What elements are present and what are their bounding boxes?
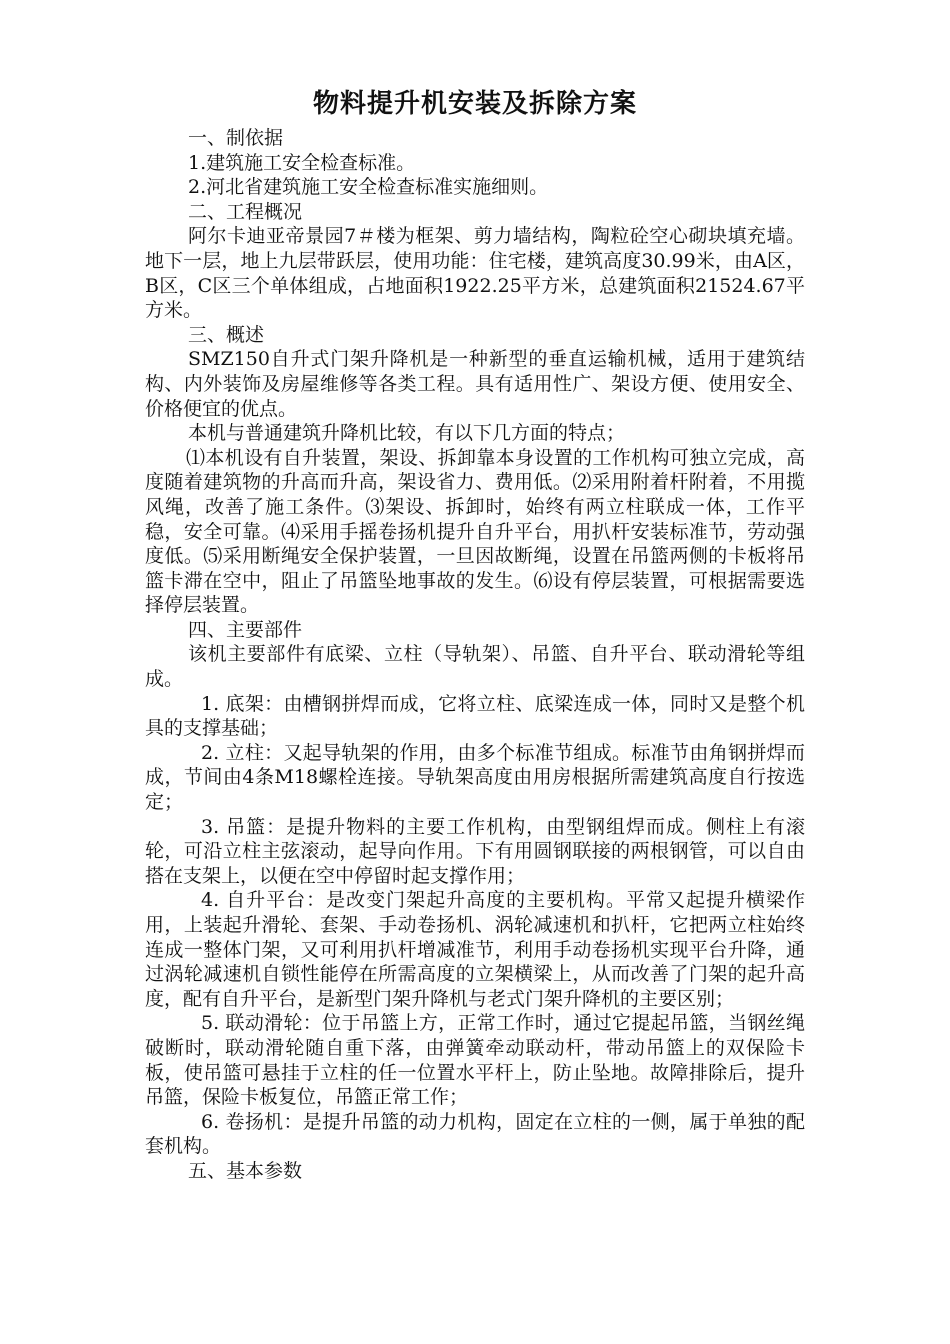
document-title: 物料提升机安装及拆除方案 xyxy=(312,89,637,119)
section-heading-basis: 一、制依据 xyxy=(188,127,284,149)
section-heading-overview: 二、工程概况 xyxy=(188,200,303,223)
component-item-5: 5. 联动滑轮：位于吊篮上方，正常工作时，通过它提起吊篮，当钢丝绳破断时，联动滑轮随自重下落，由弹簧牵动联动杆，带动吊篮上的双保险卡板，使吊篮可悬挂于立柱的任一位置水平杆上，防止坠地。故障排除后，提升吊篮，保险卡板复位，吊篮正常工作； xyxy=(145,1012,805,1109)
section-heading-summary: 三、概述 xyxy=(188,323,265,346)
component-item-1: 1. 底架：由槽钢拼焊而成，它将立柱、底梁连成一体，同时又是整个机具的支撑基础； xyxy=(145,692,805,740)
section-heading-parameters: 五、基本参数 xyxy=(188,1159,303,1182)
component-item-6: 6. 卷扬机：是提升吊篮的动力机构，固定在立柱的一侧，属于单独的配套机构。 xyxy=(145,1110,805,1158)
features-intro: 本机与普通建筑升降机比较，有以下几方面的特点； xyxy=(188,422,626,445)
component-item-3: 3. 吊篮：是提升物料的主要工作机构，由型钢组焊而成。侧柱上有滚轮，可沿立柱主弦滚动，起导向作用。下有用圆钢联接的两根钢管，可以自由搭在支架上，以便在空中停留时起支撑作用； xyxy=(145,815,805,887)
summary-paragraph: SMZ150自升式门架升降机是一种新型的垂直运输机械，适用于建筑结构、内外装饰及房屋维修等各类工程。具有适用性广、架设方便、使用安全、价格便宜的优点。 xyxy=(145,348,805,420)
components-intro: 该机主要部件有底梁、立柱（导轨架）、吊篮、自升平台、联动滑轮等组成。 xyxy=(145,643,805,691)
component-item-4: 4. 自升平台：是改变门架起升高度的主要机构。平常又起提升横梁作用，上装起升滑轮、套架、手动卷扬机、涡轮减速机和扒杆，它把两立柱始终连成一整体门架，又可利用扒杆增减准节，利用手动卷扬机实现平台升降，通过涡轮减速机自锁性能停在所需高度的立架横梁上，从而改善了门架的起升高度，配有自升平台，是新型门架升降机与老式门架升降机的主要区别； xyxy=(145,889,805,1010)
overview-paragraph: 阿尔卡迪亚帝景园7＃楼为框架、剪力墙结构，陶粒砼空心砌块填充墙。地下一层，地上九层带跃层，使用功能：住宅楼，建筑高度30.99米，由A区，B区，C区三个单体组成，占地面积1922.25平方米，总建筑面积21524.67平方米。 xyxy=(145,225,805,322)
features-paragraph: ⑴本机设有自升装置，架设、拆卸靠本身设置的工作机构可独立完成，高度随着建筑物的升高而升高，架设省力、费用低。⑵采用附着杆附着，不用揽风绳，改善了施工条件。⑶架设、拆卸时，始终有两立柱联成一体，工作平稳，安全可靠。⑷采用手摇卷扬机提升自升平台，用扒杆安装标准节，劳动强度低。⑸采用断绳安全保护装置，一旦因故断绳，设置在吊篮两侧的卡板将吊篮卡滞在空中，阻止了吊篮坠地事故的发生。⑹设有停层装置，可根据需要选择停层装置。 xyxy=(145,446,805,617)
basis-item-2: 2.河北省建筑施工安全检查标准实施细则。 xyxy=(188,176,549,199)
basis-item-1: 1.建筑施工安全检查标准。 xyxy=(188,151,416,174)
component-item-2: 2. 立柱：又起导轨架的作用，由多个标准节组成。标准节由角钢拼焊而成，节间由4条M18螺栓连接。导轨架高度由用房根据所需建筑高度自行按选定； xyxy=(145,741,805,814)
section-heading-components: 四、主要部件 xyxy=(188,618,303,641)
document-body xyxy=(145,126,805,1184)
